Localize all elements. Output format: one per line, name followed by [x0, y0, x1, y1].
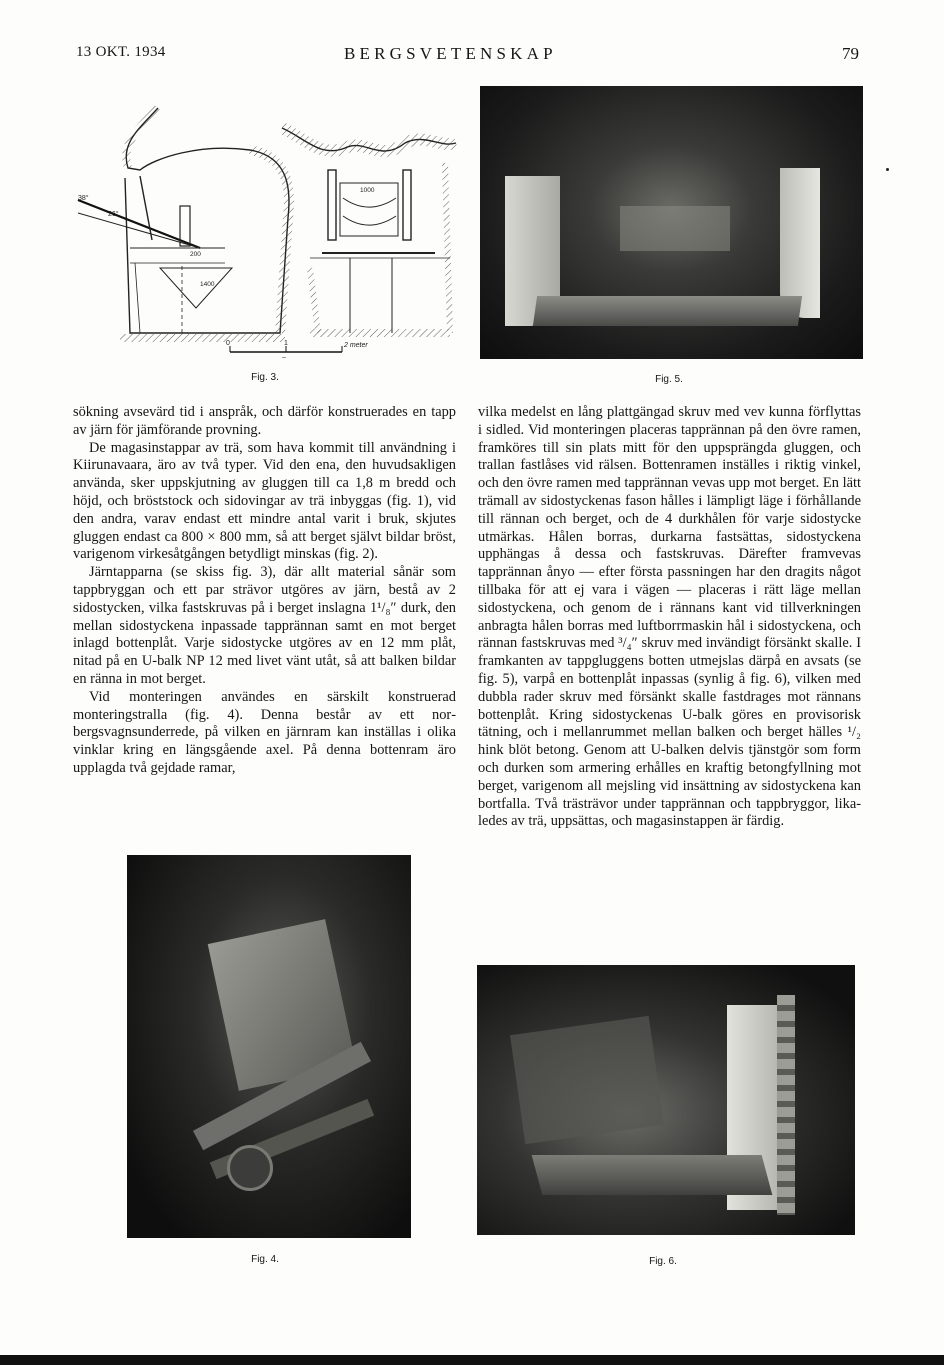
fig5-rock-face [620, 206, 730, 251]
left-paragraph: sökning avsevärd tid i anspråk, och därför konstruerades en tapp av järn för jämförande provning. [73, 404, 456, 438]
figure-6-photo [477, 965, 855, 1235]
right-text-column [478, 404, 861, 831]
bottom-scan-edge [0, 1355, 944, 1365]
fig4-wheel [227, 1145, 273, 1191]
edge-speck [886, 168, 889, 171]
figure-3-svg [60, 88, 460, 363]
fig3-scale-0: 0 [226, 340, 230, 347]
figure-3-caption: Fig. 3. [251, 372, 279, 383]
figure-6-caption: Fig. 6. [649, 1256, 677, 1267]
figure-5-caption: Fig. 5. [655, 374, 683, 385]
left-paragraph: De magasinstappar av trä, som hava kommit till användning i Kiirunavaara, äro av två typer. Vid den ena, den huvudsakligen använda, sker uppskjutning av gluggen till ca 1,8 m bredd och höjd, och bröststock och sidovingar av trä inbyggas (fig. 1), vid den andra, varav endast ett mindre antal varit i bruk, skjutes gluggen endast ca 800 × 800 mm, så att berget självt bildar bröst, varigenom virkesåtgången betydligt minskas (fig. 2). [73, 439, 456, 563]
fig3-angle-26: 26° [108, 211, 119, 218]
page-number: 79 [842, 44, 859, 63]
fig3-dim-1400: 1400 [200, 281, 215, 288]
fig3-angle-38: 38° [78, 195, 89, 202]
fig3-dim-200: 200 [190, 251, 201, 258]
right-paragraph: vilka medelst en lång plattgängad skruv med vev kunna förflyttas i sidled. Vid monteringen placeras tapprännan på den övre ramen, framköres till sin plats mitt för den uppsprängda gluggen, och trallan fastlåses vid rälsen. Bottenramen inställes i riktig vinkel, och den övre ramen med tapprännan vevas upp mot berget. En lätt trämall av sidostyckenas fason hålles i lämpligt läge i förhållande till rännan och berget, och de 4 durkhålen för varje sidostycke utmärkas. Hålen borras, durkarna fastsättas, sidostyckena upphängas å dessa och fastskruvas. Därefter framvevas tapprännan ånyo — efter första passningen har den dragits något tillbaka för att ej vara i vägen — placeras i rätt läge mellan sidostyckena, och genom de i rännans kant vid tillverkningen anbragta hålen borras med luftborrmaskin hål i sidostyckena, och rännan fastskruvas med ³/₄″ skruv med invändigt försänkt skalle. I framkanten av tappgluggens botten utmejslas därpå en avsats (se fig. 5), varpå en bottenplåt inpassas (synlig å fig. 6), vilken med dubbla rader skruv med försänkt skalle fastdrages mot rännans bottenplåt. Kring sidostyckenas U-balk göres en provisorisk tätning, och i mellanrummet mellan balken och berget hälles ¹/₂ hink blöt betong. Genom att U-balken delvis tjänstgör som form och durken som armering erhålles en kraftig betongfyllning mot berget, varigenom all mejsling vid insättning av sidostyckena kan bortfalla. Två trästrävor under tapprännan och tappbryggor, likaledes av trä, uppsättas, och magasinstappen är färdig. [478, 404, 861, 830]
left-paragraph: Järntapparna (se skiss fig. 3), där allt material sånär som tappbryggan och ett par strävor utgöres av järn, bestå av 2 sidostycken, vilka fastskruvas på i berget inslagna 1¹/₈″ durk, den mellan sidostyckena inpassade tapprännan samt en mot berget inlagd bottenplåt. Varje sidostycke utgöres av en 12 mm plåt, nitad på en U-balk NP 12 med livet vänt utåt, så att balken bildar en ränna in mot berget. [73, 564, 456, 687]
fig3-scale-1: 1 [284, 340, 288, 347]
header-date: 13 OKT. 1934 [76, 44, 166, 60]
left-text-column [73, 404, 456, 778]
fig6-u-beam [777, 995, 795, 1215]
fig3-scale-2: 2 meter [344, 342, 368, 349]
figure-3-drawing [60, 88, 460, 363]
fig6-rock-surface [510, 1016, 664, 1144]
fig5-bottom-plate [533, 296, 802, 326]
journal-title: BERGSVETENSKAP [344, 44, 557, 63]
figure-5-photo [480, 86, 863, 359]
fig3-scale-tilde: ~ [282, 355, 287, 362]
figure-4-photo [127, 855, 411, 1238]
fig6-bottom-plate [532, 1155, 773, 1195]
left-paragraph: Vid monteringen användes en särskilt konstruerad monteringstralla (fig. 4). Denna består av ett norbergsvagnsunderrede, på vilken en järnram kan inställas i olika vinklar kring en längsgående axel. På denna bottenram äro upplagda två gejdade ramar, [73, 688, 456, 776]
figure-4-caption: Fig. 4. [251, 1254, 279, 1265]
fig3-dim-1000: 1000 [360, 187, 375, 194]
